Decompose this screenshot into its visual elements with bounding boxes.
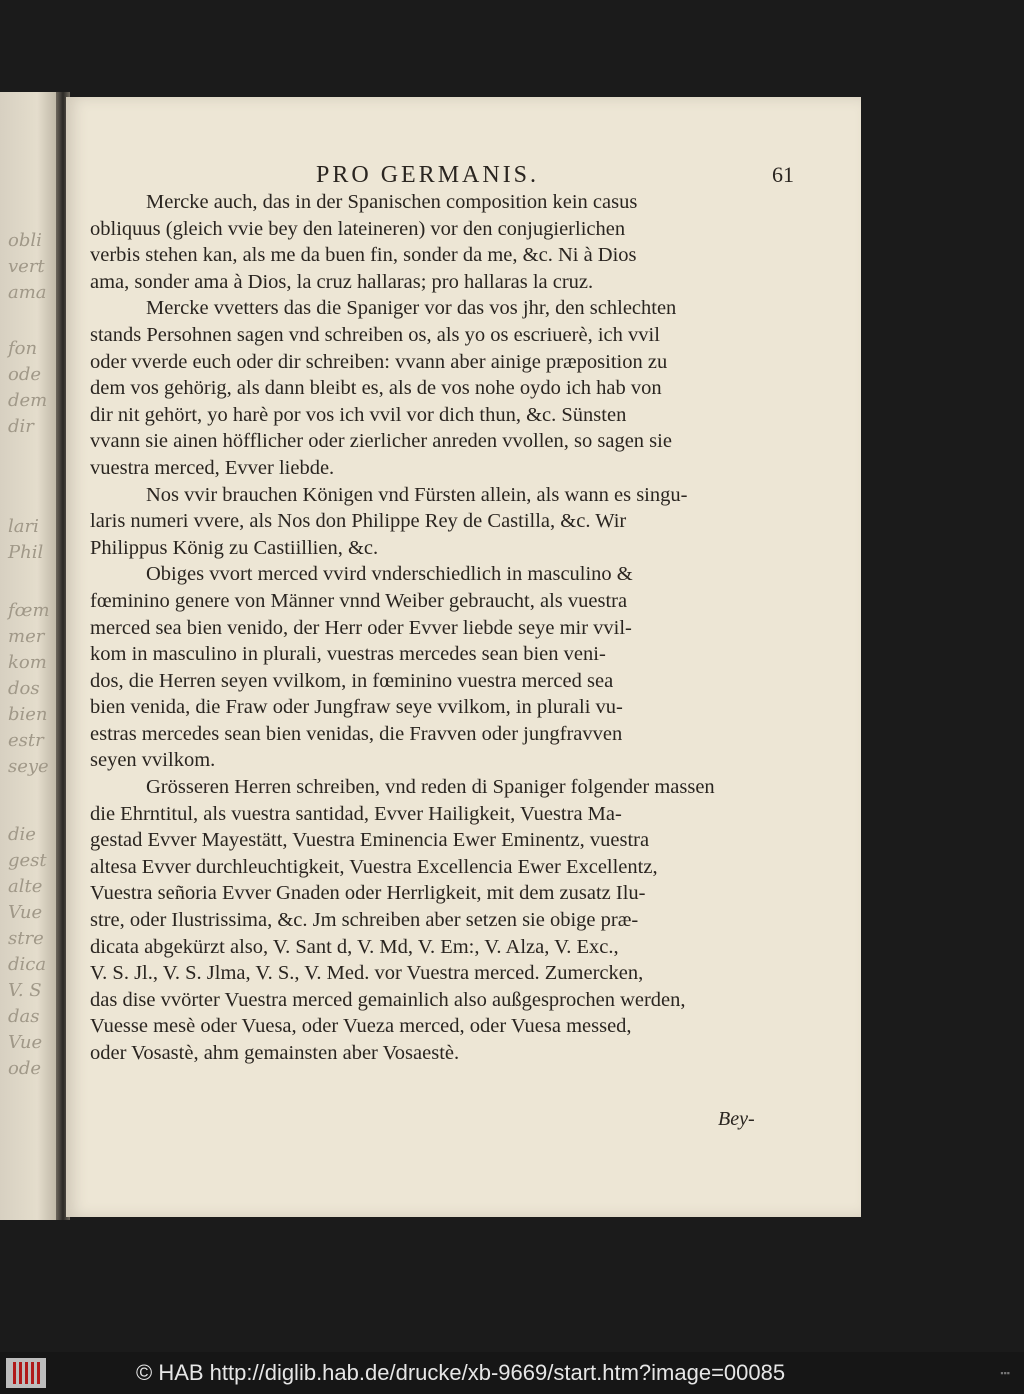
facing-fragment: mer [8,626,45,647]
text-line: Vuesse mesè oder Vuesa, oder Vueza merced, oder Vuesa messed, [90,1015,632,1038]
facing-fragment: das [8,1006,40,1027]
paragraph [90,561,790,774]
text-line: Grösseren Herren schreiben, vnd reden di Spaniger folgender massen [146,776,715,799]
viewer-badge-icon: ▪▪▪ [1000,1368,1010,1378]
text-line: dem vos gehörig, als dann bleibt es, als de vos nohe oydo ich hab von [90,377,662,400]
text-line: merced sea bien venido, der Herr oder Evver liebde seye mir vvil- [90,616,632,639]
text-line: dicata abgekürzt also, V. Sant d, V. Md, V. Em:, V. Alza, V. Exc., [90,935,619,958]
page-text [90,162,794,1067]
text-line: stands Persohnen sagen vnd schreiben os, als yo os escriuerè, ich vvil [90,323,660,346]
text-line: Vuestra señoria Evver Gnaden oder Herrligkeit, mit dem zusatz Ilu- [90,882,646,905]
facing-fragment: gest [8,850,47,871]
text-line: verbis stehen kan, als me da buen fin, sonder da me, &c. Ni à Dios [90,244,637,267]
facing-fragment: vert [8,256,45,277]
paragraph [90,482,790,562]
text-line: Mercke auch, das in der Spanischen composition kein casus [146,191,638,213]
facing-fragment: die [8,824,36,845]
text-line: dos, die Herren seyen vvilkom, in fœminino vuestra merced sea [90,669,614,692]
text-line: altesa Evver durchleuchtigkeit, Vuestra Excellencia Ewer Excellentz, [90,855,658,878]
running-head [316,162,794,189]
text-line: V. S. Jl., V. S. Jlma, V. S., V. Med. vor Vuestra merced. Zumercken, [90,962,644,985]
facing-fragment: fon [8,338,38,359]
text-line: seyen vvilkom. [90,749,216,772]
text-line: kom in masculino in plurali, vuestras mercedes sean bien veni- [90,643,606,666]
text-line: oder vverde euch oder dir schreiben: vvann aber ainige præposition zu [90,350,668,373]
source-credit: © HAB http://diglib.hab.de/drucke/xb-9669/start.htm?image=00085 [136,1360,786,1385]
running-title: PRO GERMANIS. [316,162,540,188]
text-line: vvann sie ainen höfflicher oder zierlicher anreden vvollen, so sagen sie [90,430,672,453]
facing-fragment: bien [8,704,48,725]
catchword: Bey- [718,1108,755,1130]
text-line: oder Vosastè, ahm gemainsten aber Vosaestè. [90,1042,460,1064]
facing-fragment: dos [8,678,40,699]
text-line: das dise vvörter Vuestra merced gemainlich also außgesprochen werden, [90,988,686,1011]
paragraph [90,295,790,481]
facing-fragment: V. S [8,980,42,1001]
facing-fragment: fœm [8,600,50,621]
facing-fragment: kom [8,652,47,673]
facing-fragment: estr [8,730,44,751]
text-line: obliquus (gleich vvie bey den lateineren) vor den conjugierlichen [90,217,626,240]
text-line: bien venida, die Fraw oder Jungfraw seye vvilkom, in plurali vu- [90,696,623,719]
text-line: estras mercedes sean bien venidas, die Fravven oder jungfravven [90,722,623,745]
facing-fragment: dica [8,954,47,975]
facing-page-edge [0,92,62,1220]
paragraph [90,774,790,1067]
text-line: gestad Evver Mayestätt, Vuestra Eminencia Ewer Eminentz, vuestra [90,829,650,852]
text-line: die Ehrntitul, als vuestra santidad, Evver Hailigkeit, Vuestra Ma- [90,802,622,825]
page-number: 61 [772,162,794,187]
facing-fragment: seye [8,756,49,777]
paragraph [90,189,790,295]
facing-fragment: ama [8,282,47,303]
facing-fragment: obli [8,230,42,251]
facing-fragment: Vue [8,1032,43,1053]
text-line: ama, sonder ama à Dios, la cruz hallaras; pro hallaras la cruz. [90,270,594,293]
text-line: fœminino genere von Männer vnnd Weiber gebraucht, als vuestra [90,589,628,612]
facing-fragment: dem [8,390,48,411]
facing-fragment: Vue [8,902,43,923]
viewer-footer [0,1352,1024,1394]
facing-fragment: stre [8,928,44,949]
text-line: Nos vvir brauchen Königen vnd Fürsten allein, als wann es singu- [146,483,688,506]
facing-fragment: ode [8,1058,42,1079]
facing-fragment: Phil [8,542,44,563]
facing-fragment: ode [8,364,42,385]
hab-logo-icon [6,1358,46,1388]
facing-fragment: alte [8,876,43,897]
text-line: Philippus König zu Castiillien, &c. [90,536,379,559]
text-line: dir nit gehört, yo harè por vos ich vvil vor dich thun, &c. Sünsten [90,403,627,426]
text-line: Mercke vvetters das die Spaniger vor das vos jhr, den schlechten [146,297,677,320]
text-line: vuestra merced, Evver liebde. [90,456,335,479]
text-line: Obiges vvort merced vvird vnderschiedlich in masculino & [146,563,633,586]
text-line: laris numeri vvere, als Nos don Philippe Rey de Castilla, &c. Wir [90,510,627,533]
text-line: stre, oder Ilustrissima, &c. Jm schreiben aber setzen sie obige præ- [90,909,639,932]
facing-fragment: lari [8,516,39,537]
facing-fragment: dir [8,416,34,437]
